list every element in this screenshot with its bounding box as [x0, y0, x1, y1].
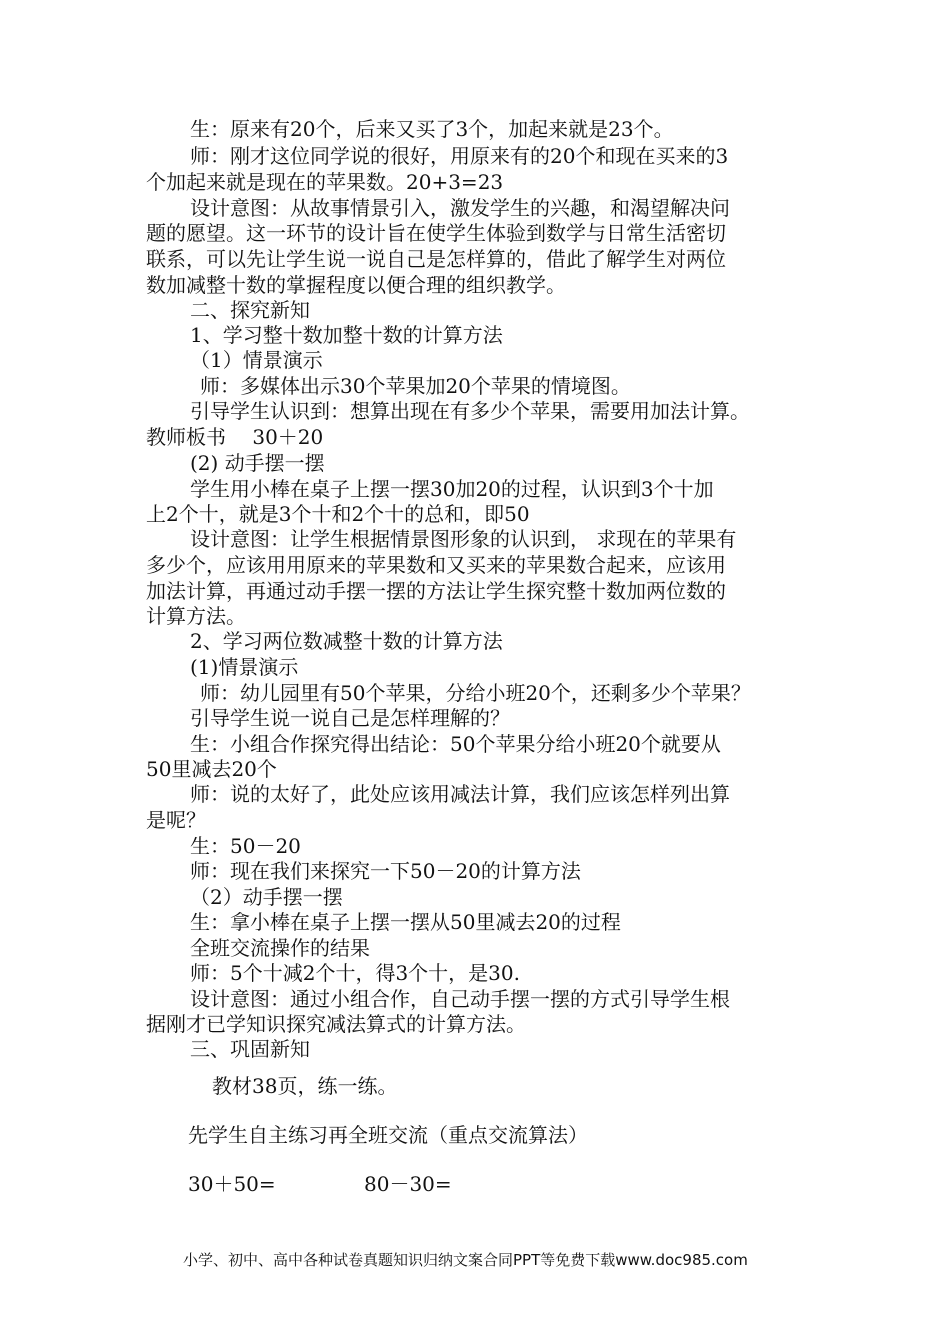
text-line: 师：刚才这位同学说的很好，用原来有的20个和现在买来的3 — [190, 144, 729, 168]
text-line: 生：小组合作探究得出结论：50个苹果分给小班20个就要从 — [190, 732, 721, 756]
text-line: 师：说的太好了，此处应该用减法计算，我们应该怎样列出算 — [190, 782, 730, 806]
subsection-heading: 2、学习两位数减整十数的计算方法 — [190, 629, 503, 653]
text-line: 题的愿望。这一环节的设计旨在使学生体验到数学与日常生活密切 — [146, 221, 726, 245]
text-line: 联系，可以先让学生说一说自己是怎样算的，借此了解学生对两位 — [146, 247, 726, 271]
text-line: 设计意图：让学生根据情景图形象的认识到， 求现在的苹果有 — [190, 527, 737, 551]
text-line: 师：5个十减2个十，得3个十，是30. — [190, 961, 520, 985]
text-line: （2）动手摆一摆 — [190, 885, 343, 909]
text-line: 设计意图：通过小组合作，自己动手摆一摆的方式引导学生根 — [190, 987, 730, 1011]
text-line: 师：幼儿园里有50个苹果，分给小班20个，还剩多少个苹果？ — [200, 681, 751, 705]
text-line: (1)情景演示 — [190, 655, 299, 679]
text-line: 师：现在我们来探究一下50－20的计算方法 — [190, 859, 581, 883]
textbook-exercise: 教材38页，练一练。 — [212, 1074, 398, 1098]
text-line: （1）情景演示 — [190, 348, 323, 372]
subsection-heading: 1、学习整十数加整十数的计算方法 — [190, 323, 503, 347]
page-footer: 小学、初中、高中各种试卷真题知识归纳文案合同PPT等免费下载www.doc985.com — [183, 1251, 748, 1269]
text-line: 数加减整十数的掌握程度以便合理的组织教学。 — [146, 273, 566, 297]
text-line: 生：拿小棒在桌子上摆一摆从50里减去20的过程 — [190, 910, 621, 934]
text-line: 多少个，应该用用原来的苹果数和又买来的苹果数合起来，应该用 — [146, 553, 726, 577]
text-line: 学生用小棒在桌子上摆一摆30加20的过程，认识到3个十加 — [190, 477, 714, 501]
text-line: 是呢？ — [146, 808, 206, 832]
text-line: 生：原来有20个，后来又买了3个，加起来就是23个。 — [190, 117, 674, 141]
text-line: 设计意图：从故事情景引入，激发学生的兴趣，和渴望解决问 — [190, 196, 730, 220]
text-line: 计算方法。 — [146, 604, 246, 628]
text-line: 上2个十，就是3个十和2个十的总和，即50 — [146, 502, 530, 526]
text-line: 教师板书 30＋20 — [146, 425, 324, 449]
section-heading: 二、探究新知 — [190, 298, 310, 322]
text-line: 个加起来就是现在的苹果数。20+3=23 — [146, 170, 504, 194]
text-line: 50里减去20个 — [146, 757, 277, 781]
text-line: 引导学生认识到：想算出现在有多少个苹果，需要用加法计算。 — [190, 399, 750, 423]
text-line: 加法计算，再通过动手摆一摆的方法让学生探究整十数加两位数的 — [146, 579, 726, 603]
text-line: 据刚才已学知识探究减法算式的计算方法。 — [146, 1012, 526, 1036]
text-line: 引导学生说一说自己是怎样理解的？ — [190, 706, 510, 730]
practice-instruction: 先学生自主练习再全班交流（重点交流算法） — [188, 1123, 588, 1147]
text-line: (2) 动手摆一摆 — [190, 451, 325, 475]
text-line: 全班交流操作的结果 — [190, 936, 370, 960]
text-line: 生：50－20 — [190, 834, 301, 858]
equation-subtraction: 80－30= — [364, 1172, 452, 1196]
text-line: 师：多媒体出示30个苹果加20个苹果的情境图。 — [200, 374, 631, 398]
section-heading: 三、巩固新知 — [190, 1037, 310, 1061]
equation-addition: 30＋50= — [188, 1172, 276, 1196]
